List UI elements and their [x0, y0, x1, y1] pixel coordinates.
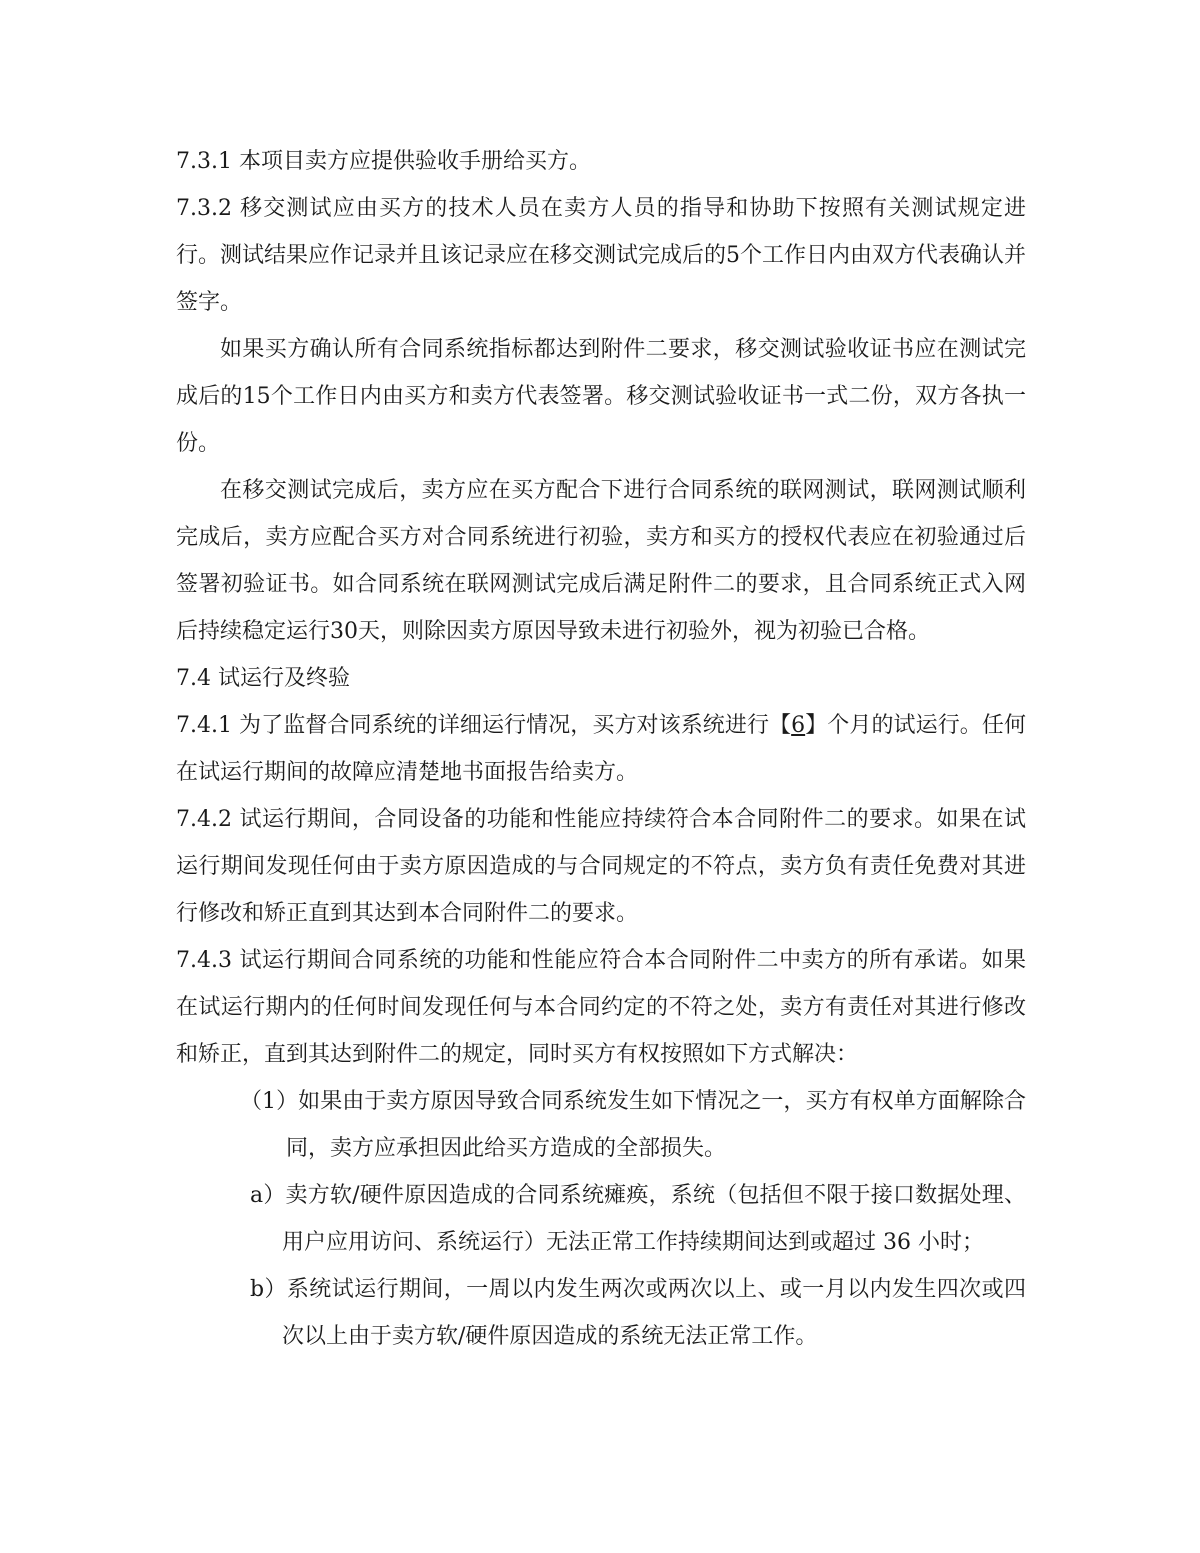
list-item-1: （1）如果由于卖方原因导致合同系统发生如下情况之一，买方有权单方面解除合同，卖方应承担因此给买方造成的全部损失。 [240, 1089, 1026, 1161]
clause-7-4-1-text-end: 】个月的试运行。任何在试运行期间的故障应清楚地书面报告给卖方。 [176, 713, 1026, 785]
paragraph-confirmation: 如果买方确认所有合同系统指标都达到附件二要求，移交测试验收证书应在测试完成后的15个工作日内由买方和卖方代表签署。移交测试验收证书一式二份，双方各执一份。 [176, 337, 1026, 456]
section-heading-7-4: 7.4 试运行及终验 [176, 666, 350, 691]
clause-7-3-2: 7.3.2 移交测试应由买方的技术人员在卖方人员的指导和协助下按照有关测试规定进行。测试结果应作记录并且该记录应在移交测试完成后的5个工作日内由双方代表确认并签字。 [176, 196, 1026, 315]
clause-7-4-3: 7.4.3 试运行期间合同系统的功能和性能应符合本合同附件二中卖方的所有承诺。如果在试运行期内的任何时间发现任何与本合同约定的不符之处，卖方有责任对其进行修改和矫正，直到其达到附件二的规定，同时买方有权按照如下方式解决： [176, 948, 1026, 1067]
trial-months-value: 6 [791, 713, 806, 738]
list-item-b: b）系统试运行期间，一周以内发生两次或两次以上、或一月以内发生四次或四次以上由于卖方软/硬件原因造成的系统无法正常工作。 [250, 1277, 1026, 1349]
paragraph-network-test: 在移交测试完成后，卖方应在买方配合下进行合同系统的联网测试，联网测试顺利完成后，卖方应配合买方对合同系统进行初验，卖方和买方的授权代表应在初验通过后签署初验证书。如合同系统在联网测试完成后满足附件二的要求，且合同系统正式入网后持续稳定运行30天，则除因卖方原因导致未进行初验外，视为初验已合格。 [176, 478, 1026, 644]
document-body [176, 138, 1026, 1360]
clause-7-3-1: 7.3.1 本项目卖方应提供验收手册给买方。 [176, 149, 591, 174]
list-item-a: a）卖方软/硬件原因造成的合同系统瘫痪，系统（包括但不限于接口数据处理、用户应用访问、系统运行）无法正常工作持续期间达到或超过 36 小时； [250, 1183, 1026, 1255]
clause-7-4-2: 7.4.2 试运行期间，合同设备的功能和性能应持续符合本合同附件二的要求。如果在试运行期间发现任何由于卖方原因造成的与合同规定的不符点，卖方负有责任免费对其进行修改和矫正直到其达到本合同附件二的要求。 [176, 807, 1026, 926]
clause-7-4-1-text-start: 7.4.1 为了监督合同系统的详细运行情况，买方对该系统进行【 [176, 713, 792, 738]
clause-7-4-1 [176, 702, 1026, 796]
